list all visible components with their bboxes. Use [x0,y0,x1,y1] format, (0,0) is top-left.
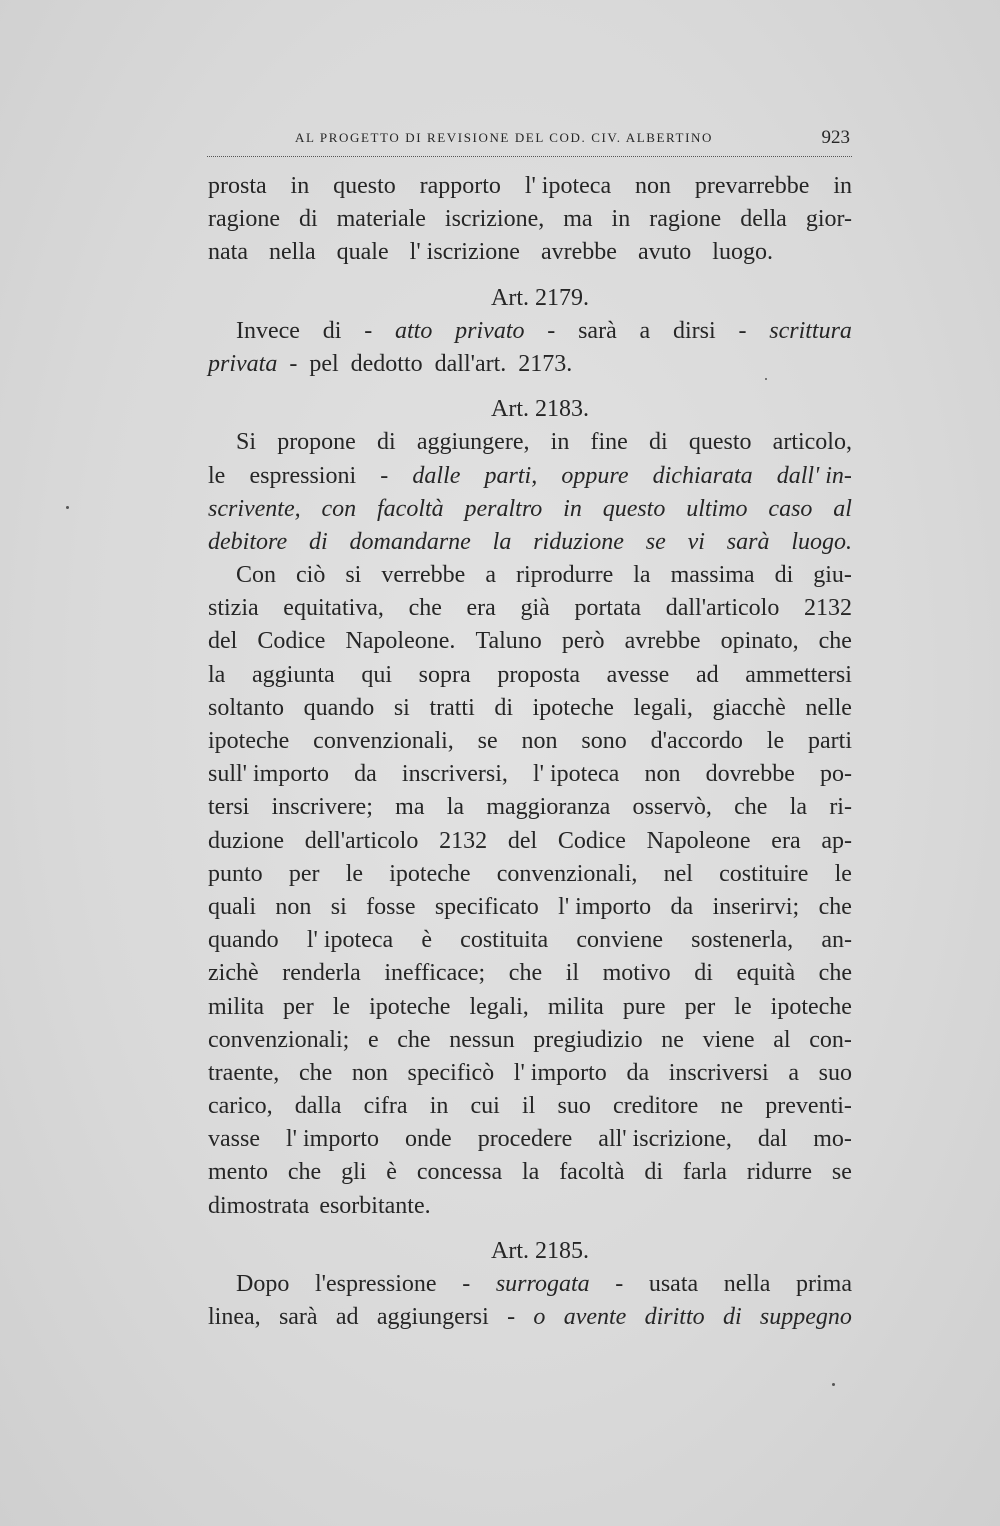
page-number: 923 [821,127,850,148]
paper-speck [832,1383,835,1386]
text-line: Si propone di aggiungere, in fine di questo articolo, [236,429,852,456]
paper-speck [66,506,69,509]
running-title: AL PROGETTO DI REVISIONE DEL COD. CIV. ALBERTINO [295,130,713,145]
text-line: quali non si fosse specificato l' importo da inserirvi; che [208,893,852,920]
text-line: milita per le ipoteche legali, milita pure per le ipoteche [208,993,852,1020]
text-line: debitore di domandarne la riduzione se vi sarà luogo. [208,528,852,555]
text-line: ragione di materiale iscrizione, ma in ragione della gior- [208,206,852,233]
text-line: duzione dell'articolo 2132 del Codice Napoleone era ap- [208,827,852,854]
text-line: punto per le ipoteche convenzionali, nel costituire le [208,860,852,887]
text-line: nata nella quale l' iscrizione avrebbe avuto luogo. [208,239,773,266]
text-line: sull' importo da inscriversi, l' ipoteca non dovrebbe po- [208,761,852,788]
text-line: quando l' ipoteca è costituita conviene sostenerla, an- [208,927,852,954]
running-header [207,126,852,157]
text-line: dimostrata esorbitante. [208,1192,431,1219]
text-line: la aggiunta qui sopra proposta avesse ad ammettersi [208,661,852,688]
text-line: convenzionali; e che nessun pregiudizio ne viene al con- [208,1026,852,1053]
text-line: linea, sarà ad aggiungersi - o avente diritto di suppegno [208,1304,852,1331]
text-line: ipoteche convenzionali, se non sono d'accordo le parti [208,728,852,754]
text-line: mento che gli è concessa la facoltà di farla ridurre se [208,1159,852,1186]
body-text [208,170,852,1334]
text-line: del Codice Napoleone. Taluno però avrebbe opinato, che [208,628,852,655]
text-line: zichè renderla inefficace; che il motivo di equità che [208,960,852,987]
article-heading-2185: Art. 2185. [491,1237,589,1264]
text-line: prosta in questo rapporto l' ipoteca non prevarrebbe in [208,173,852,199]
paper-speck [765,378,767,380]
text-line: soltanto quando si tratti di ipoteche legali, giacchè nelle [208,694,852,721]
text-line: tersi inscrivere; ma la maggioranza osservò, che la ri- [208,794,852,821]
text-line: carico, dalla cifra in cui il suo creditore ne preventi- [208,1093,852,1120]
text-line: stizia equitativa, che era già portata dall'articolo 2132 [208,595,852,622]
text-line: privata - pel dedotto dall'art. 2173. [208,350,573,377]
text-line: Dopo l'espressione - surrogata - usata nella prima [236,1271,852,1297]
text-line: Invece di - atto privato - sarà a dirsi - scrittura [236,317,852,344]
text-line: vasse l' importo onde procedere all' iscrizione, dal mo- [208,1126,852,1153]
text-line: traente, che non specificò l' importo da inscriversi a suo [208,1059,852,1086]
text-line: scrivente, con facoltà peraltro in questo ultimo caso al [208,495,852,522]
text-line: le espressioni - dalle parti, oppure dichiarata dall' in- [208,462,852,489]
text-line: Con ciò si verrebbe a riprodurre la massima di giu- [236,562,852,589]
article-heading-2179: Art. 2179. [491,284,589,311]
article-heading-2183: Art. 2183. [491,396,589,423]
